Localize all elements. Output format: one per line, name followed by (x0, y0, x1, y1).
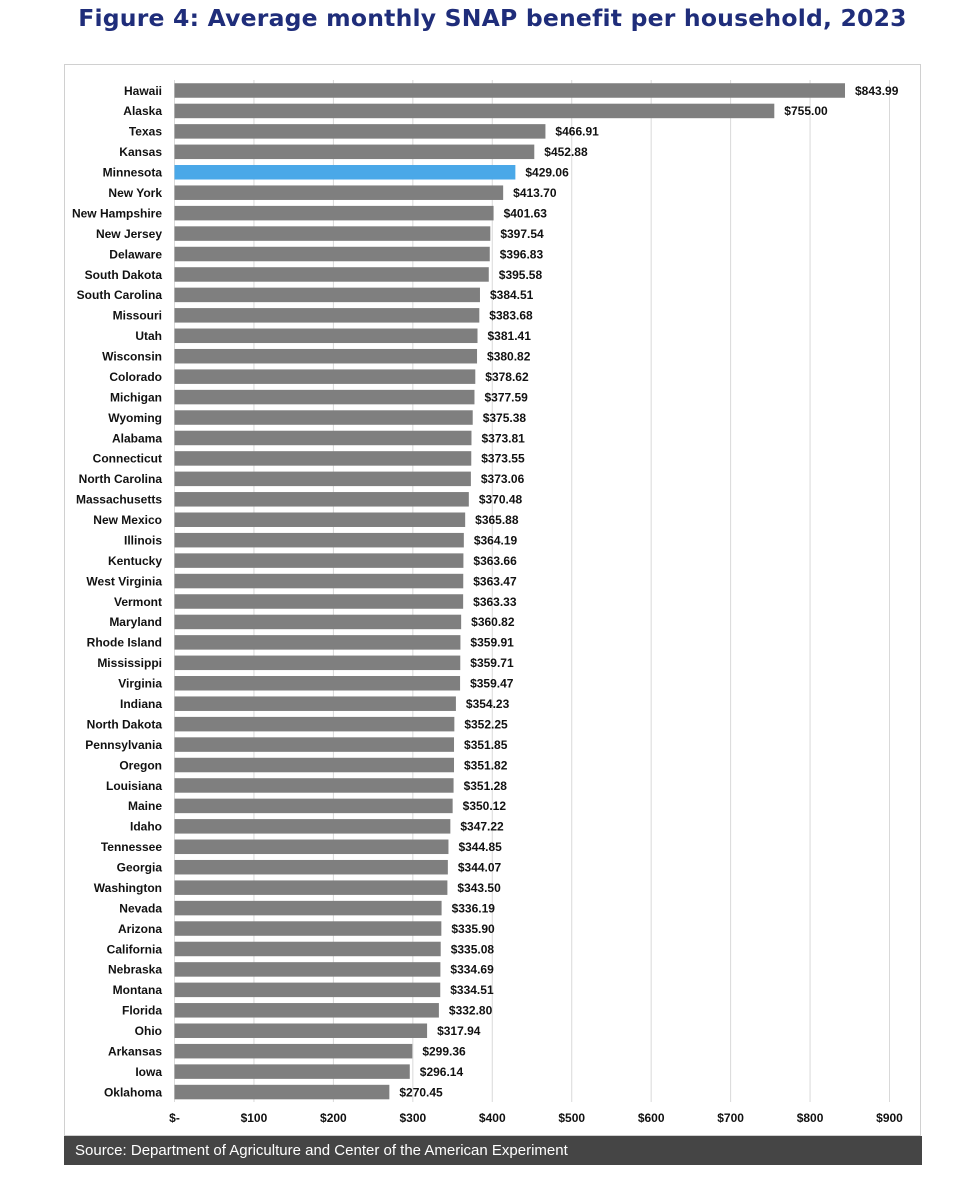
value-label: $352.25 (464, 717, 508, 732)
bar (175, 104, 775, 119)
value-label: $359.47 (470, 676, 514, 691)
bar (175, 901, 442, 916)
bar (175, 778, 454, 793)
value-label: $370.48 (478, 492, 523, 507)
bar (175, 1044, 413, 1059)
bar (175, 758, 455, 773)
bar (175, 1023, 428, 1038)
category-label: Vermont (113, 594, 162, 609)
value-label: $317.94 (437, 1024, 481, 1039)
bar (175, 860, 448, 875)
category-label: North Dakota (86, 717, 162, 732)
value-label: $334.51 (450, 983, 494, 998)
category-label: New Jersey (95, 226, 162, 241)
category-label: South Carolina (76, 288, 162, 303)
bar (175, 799, 453, 814)
value-label: $335.08 (450, 942, 495, 957)
value-label: $466.91 (555, 124, 599, 139)
category-label: New Mexico (93, 513, 162, 528)
value-label: $375.38 (482, 410, 527, 425)
category-label: Wisconsin (102, 349, 162, 364)
bar (175, 512, 466, 527)
bar (175, 390, 475, 405)
chart-title: Figure 4: Average monthly SNAP benefit per household, 2023 (78, 4, 907, 32)
x-tick-label: $600 (637, 1111, 665, 1125)
bar (175, 574, 464, 589)
value-label: $401.63 (503, 206, 547, 221)
value-label: $344.07 (457, 860, 502, 875)
bar (175, 267, 489, 282)
bar (175, 676, 461, 691)
category-label: Arkansas (107, 1044, 162, 1059)
bar (175, 983, 441, 998)
value-label: $384.51 (489, 288, 534, 303)
category-label: Tennessee (100, 840, 162, 855)
value-label: $843.99 (855, 83, 899, 98)
category-label: California (106, 942, 162, 957)
bar (175, 431, 472, 446)
value-label: $335.90 (451, 921, 495, 936)
value-label: $365.88 (475, 513, 519, 528)
category-label: Nebraska (107, 962, 162, 977)
x-tick-label: $500 (558, 1111, 586, 1125)
category-label: Delaware (109, 247, 162, 262)
value-label: $364.19 (473, 533, 518, 548)
bar (175, 533, 464, 548)
bar (175, 615, 462, 630)
category-label: Maine (127, 799, 162, 814)
category-label: Indiana (119, 697, 162, 711)
bar (175, 962, 441, 977)
value-label: $452.88 (544, 145, 588, 160)
value-label: $351.85 (464, 737, 508, 752)
value-label: $351.82 (464, 758, 508, 773)
value-label: $360.82 (471, 615, 515, 630)
bar (175, 247, 490, 262)
value-label: $373.81 (481, 431, 525, 446)
x-tick-label: $400 (478, 1111, 506, 1125)
bar (175, 369, 476, 384)
category-label: Oklahoma (103, 1085, 162, 1100)
value-label: $296.14 (419, 1064, 464, 1079)
category-label: Florida (121, 1003, 162, 1018)
bar (175, 145, 535, 160)
category-label: Wyoming (108, 410, 162, 425)
bar (175, 83, 846, 98)
value-label: $344.85 (458, 840, 502, 855)
category-label: Connecticut (92, 451, 162, 466)
category-label: North Carolina (78, 472, 162, 487)
category-label: Alaska (123, 104, 162, 119)
x-tick-label: $- (169, 1111, 180, 1125)
bar (175, 1085, 390, 1100)
category-label: Kentucky (107, 553, 162, 568)
bar (175, 124, 546, 139)
bar (175, 942, 441, 957)
category-label: Minnesota (102, 165, 162, 180)
value-label: $381.41 (487, 329, 531, 344)
category-label: New York (108, 186, 162, 200)
value-label: $270.45 (399, 1085, 443, 1100)
category-label: Iowa (135, 1064, 162, 1079)
value-label: $413.70 (513, 186, 557, 200)
value-label: $373.06 (480, 472, 525, 487)
bar (175, 492, 469, 507)
bar (175, 451, 472, 466)
value-label: $373.55 (481, 451, 525, 466)
bar (175, 840, 449, 855)
bar (175, 737, 455, 752)
category-label: Michigan (109, 390, 162, 405)
category-label: West Virginia (86, 574, 162, 589)
bar (175, 226, 491, 241)
value-label: $347.22 (460, 819, 504, 834)
bar (175, 921, 442, 936)
value-label: $429.06 (525, 165, 569, 180)
category-label: Massachusetts (75, 492, 162, 507)
category-label: Hawaii (123, 83, 162, 98)
value-label: $336.19 (451, 901, 495, 916)
value-label: $395.58 (498, 267, 543, 282)
category-label: Nevada (119, 901, 162, 916)
bar (175, 349, 478, 364)
value-label: $378.62 (485, 369, 529, 384)
bar (175, 165, 516, 180)
x-tick-label: $100 (240, 1111, 268, 1125)
value-label: $334.69 (450, 962, 494, 977)
bar (175, 308, 480, 323)
category-label: Illinois (123, 533, 162, 548)
value-label: $359.91 (470, 635, 514, 650)
category-label: Utah (135, 329, 162, 344)
category-label: Arizona (117, 921, 162, 936)
category-label: Rhode Island (86, 635, 162, 650)
value-label: $377.59 (484, 390, 528, 405)
category-label: Georgia (116, 860, 162, 875)
value-label: $755.00 (784, 104, 828, 119)
bar (175, 288, 480, 303)
category-label: Alabama (111, 431, 162, 446)
bar (175, 696, 456, 711)
value-label: $332.80 (448, 1003, 493, 1018)
value-label: $359.71 (470, 656, 514, 671)
category-label: Pennsylvania (85, 737, 162, 752)
value-label: $363.33 (473, 594, 517, 609)
category-label: Oregon (119, 758, 162, 773)
value-label: $383.68 (489, 308, 533, 323)
category-label: New Hampshire (71, 206, 162, 221)
category-label: Maryland (109, 615, 162, 630)
category-label: Mississippi (97, 656, 162, 671)
value-label: $363.66 (473, 553, 517, 568)
x-tick-label: $900 (876, 1111, 903, 1125)
value-label: $351.28 (463, 778, 507, 793)
category-label: Colorado (109, 369, 162, 384)
bar (175, 206, 494, 221)
category-label: Montana (112, 983, 162, 998)
category-label: Washington (93, 880, 162, 895)
bar (175, 656, 461, 671)
category-label: Missouri (112, 308, 162, 323)
value-label: $363.47 (473, 574, 517, 589)
x-tick-label: $300 (399, 1111, 427, 1125)
category-label: Idaho (130, 819, 162, 834)
bar (175, 1003, 439, 1018)
source-note: Source: Department of Agriculture and Center of the American Experiment (64, 1136, 922, 1165)
bar (175, 880, 448, 895)
category-label: Texas (128, 124, 162, 139)
value-label: $397.54 (500, 226, 544, 241)
bar (175, 819, 451, 834)
category-label: South Dakota (84, 267, 162, 282)
bar (175, 185, 504, 200)
bar (175, 594, 464, 609)
bar (175, 717, 455, 732)
bar (175, 1064, 410, 1079)
category-label: Virginia (118, 676, 162, 691)
x-tick-label: $800 (796, 1111, 824, 1125)
bar (175, 635, 461, 650)
value-label: $380.82 (487, 349, 531, 364)
value-label: $343.50 (457, 880, 501, 895)
bar (175, 410, 473, 425)
category-label: Ohio (134, 1024, 162, 1039)
bar (175, 329, 478, 344)
x-tick-label: $700 (717, 1111, 744, 1125)
value-label: $350.12 (462, 799, 507, 814)
value-label: $299.36 (422, 1044, 466, 1059)
value-label: $396.83 (499, 247, 544, 262)
category-label: Louisiana (105, 778, 162, 793)
x-tick-label: $200 (320, 1111, 347, 1125)
bar (175, 553, 464, 568)
value-label: $354.23 (465, 697, 510, 711)
category-label: Kansas (119, 145, 162, 160)
bar (175, 472, 471, 487)
